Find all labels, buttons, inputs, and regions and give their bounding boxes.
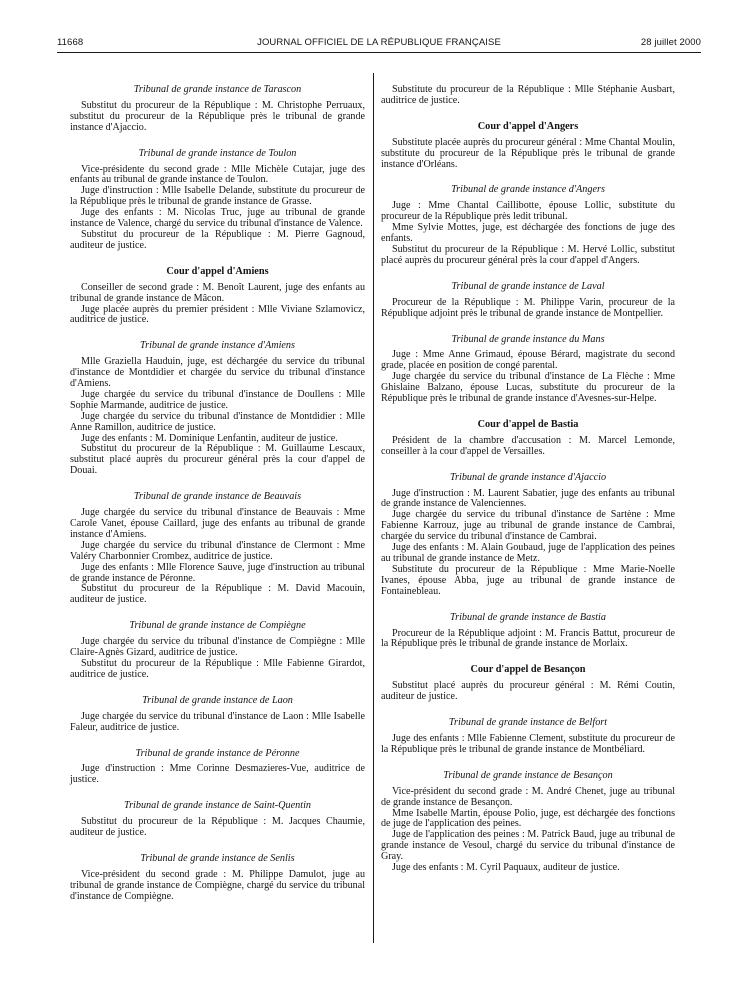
section [381,282,675,320]
paragraph: Juge des enfants : Mlle Florence Sauve, juge d'instruction au tribunal de grande instance de Péronne. [70,561,365,584]
paragraph: Juge chargée du service du tribunal d'instance de Doullens : Mlle Sophie Marmande, auditrice de justice. [70,388,365,411]
section-heading: Cour d'appel de Besançon [470,664,586,676]
paragraph: Juge chargée du service du tribunal d'instance de Laon : Mlle Isabelle Faleur, auditrice de justice. [70,710,365,733]
paragraph: Juge : Mme Chantal Caillibotte, épouse Lollic, substitute du procureur de la République près ledit tribunal. [381,200,675,223]
section [381,122,675,171]
publication-date: 28 juillet 2000 [640,37,701,48]
paragraph: Président de la chambre d'accusation : M. Marcel Lemonde, conseiller à la cour d'appel de Versailles. [381,434,675,457]
section [381,335,675,405]
paragraph: Substitut du procureur de la République : M. David Macouin, auditeur de justice. [70,583,365,606]
section-heading: Tribunal de grande instance de Péronne [135,747,300,759]
section [70,267,365,327]
section [381,771,675,874]
paragraph: Juge des enfants : M. Nicolas Truc, juge au tribunal de grande instance de Valence, chargé du service du tribunal d'instance de Valence. [70,207,365,230]
paragraph: Substitute du procureur de la République : Mme Marie-Noelle Ivanes, épouse Abba, juge au tribunal de grande instance de Fontainebleau. [381,563,675,597]
section [381,665,675,703]
paragraph: Substitut placé auprès du procureur général : M. Rémi Coutin, auditeur de justice. [381,680,675,703]
paragraph: Vice-président du second grade : M. André Chenet, juge au tribunal de grande instance de Besançon. [381,785,675,808]
section-heading: Tribunal de grande instance de Senlis [140,852,295,864]
paragraph: Juge chargée du service du tribunal d'instance de Clermont : Mme Valéry Charbonnier Crombez, auditrice de justice. [70,539,365,562]
section-heading: Tribunal de grande instance de Besançon [443,769,613,781]
paragraph: Procureur de la République adjoint : M. Francis Battut, procureur de la République près le tribunal de grande instance de Morlaix. [381,627,675,650]
section-heading: Tribunal de grande instance de Belfort [448,717,608,729]
section [381,473,675,598]
paragraph: Juge placée auprès du premier président : Mlle Viviane Szlamovicz, auditrice de justice. [70,303,365,326]
paragraph: Substitut du procureur de la République : M. Guillaume Lescaux, substitut placé auprès du procureur général près la cour d'appel de Douai. [70,443,365,477]
journal-title: JOURNAL OFFICIEL DE LA RÉPUBLIQUE FRANÇAISE [257,37,501,48]
section [70,492,365,606]
section [70,696,365,734]
paragraph: Juge des enfants : Mlle Fabienne Clement, substitute du procureur de la République près le tribunal de grande instance de Montbéliard. [381,732,675,755]
paragraph: Juge de l'application des peines : M. Patrick Baud, juge au tribunal de grande instance de Vesoul, chargé du service du tribunal d'instance de Gray. [381,829,675,863]
section-heading: Tribunal de grande instance d'Angers [451,184,605,196]
section [70,149,365,252]
paragraph: Juge des enfants : M. Cyril Paquaux, auditeur de justice. [392,862,620,874]
header-rule [57,52,701,53]
section-heading: Tribunal de grande instance de Compiègne [129,620,306,632]
section [70,749,365,787]
paragraph: Vice-présidente du second grade : Mlle Michèle Cutajar, juge des enfants au tribunal de grande instance de Toulon. [70,163,365,186]
left-column [70,85,365,918]
section [381,420,675,458]
section [70,341,365,477]
section-heading: Tribunal de grande instance de Laval [451,280,605,292]
section [381,85,675,107]
section-heading: Tribunal de grande instance d'Amiens [140,340,295,352]
section [70,854,365,903]
section [381,185,675,266]
paragraph: Substitut du procureur de la République : M. Jacques Chaumie, auditeur de justice. [70,816,365,839]
page-number: 11668 [57,37,84,48]
section [70,85,365,134]
paragraph: Juge d'instruction : Mme Corinne Desmazieres-Vue, auditrice de justice. [70,763,365,786]
section [381,613,675,651]
section-heading: Tribunal de grande instance de Beauvais [133,491,302,503]
column-divider [373,73,374,943]
paragraph: Juge : Mme Anne Grimaud, épouse Bérard, magistrate du second grade, placée en position de congé parental. [381,349,675,372]
paragraph: Mlle Graziella Hauduin, juge, est déchargée du service du tribunal d'instance de Montdidier et chargée du service du tribunal d'instance d'Amiens. [70,356,365,390]
paragraph: Juge d'instruction : M. Laurent Sabatier, juge des enfants au tribunal de grande instance de Valenciennes. [381,487,675,510]
section-heading: Tribunal de grande instance du Mans [451,333,605,345]
paragraph: Juge d'instruction : Mlle Isabelle Delande, substitute du procureur de la République près le tribunal de grande instance de Grasse. [70,185,365,208]
section [70,801,365,839]
section-heading: Cour d'appel d'Angers [477,120,579,132]
paragraph: Substitut du procureur de la République : M. Pierre Gagnoud, auditeur de justice. [70,228,365,251]
paragraph: Juge chargée du service du tribunal d'instance de Sartène : Mme Fabienne Karrouz, juge au tribunal de grande instance de Cambrai, chargée du service du tribunal d'instance de Cambrai. [381,509,675,543]
paragraph: Juge chargée du service du tribunal d'instance de La Flèche : Mme Ghislaine Balzano, épouse Lucas, substitute du procureur de la République près le tribunal de grande instance d'Avesnes-sur-Helpe. [381,371,675,405]
paragraph: Juge des enfants : M. Alain Goubaud, juge de l'application des peines au tribunal de grande instance de Metz. [381,542,675,564]
paragraph: Substitute du procureur de la République : Mlle Stéphanie Ausbart, auditrice de justice. [381,84,675,106]
paragraph: Mme Isabelle Martin, épouse Polio, juge, est déchargée des fonctions de juge de l'application des peines. [381,807,675,830]
paragraph: Juge chargée du service du tribunal d'instance de Montdidier : Mlle Anne Ramillon, auditrice de justice. [70,410,365,433]
paragraph: Substitute placée auprès du procureur général : Mme Chantal Moulin, substitute du procureur de la République près le tribunal de grande instance d'Orléans. [381,136,675,170]
section-heading: Tribunal de grande instance de Tarascon [133,84,302,95]
paragraph: Vice-président du second grade : M. Philippe Damulot, juge au tribunal de grande instance de Compiègne, chargé du service du tribunal d'instance de Compiègne. [70,868,365,902]
section-heading: Cour d'appel de Bastia [477,418,579,430]
paragraph: Substitut du procureur de la République : Mlle Fabienne Girardot, auditrice de justice. [70,657,365,680]
section [381,718,675,756]
section [70,621,365,681]
section-heading: Tribunal de grande instance de Laon [142,694,293,706]
paragraph: Juge des enfants : M. Dominique Lenfantin, auditeur de justice. [81,432,338,444]
paragraph: Juge chargée du service du tribunal d'instance de Compiègne : Mlle Claire-Agnès Gizard, auditrice de justice. [70,636,365,659]
section-heading: Cour d'appel d'Amiens [166,265,269,277]
section-heading: Tribunal de grande instance d'Ajaccio [449,471,607,483]
paragraph: Mme Sylvie Mottes, juge, est déchargée des fonctions de juge des enfants. [381,222,675,245]
section-heading: Tribunal de grande instance de Toulon [138,147,297,159]
paragraph: Substitut du procureur de la République : M. Christophe Perruaux, substitut du procureur de la République près le tribunal de grande instance d'Ajaccio. [70,99,365,133]
paragraph: Conseiller de second grade : M. Benoît Laurent, juge des enfants au tribunal de grande instance de Mâcon. [70,281,365,304]
page-header [57,36,701,50]
right-column [381,85,675,889]
paragraph: Substitut du procureur de la République : M. Hervé Lollic, substitut placé auprès du procureur général près la cour d'appel d'Angers. [381,243,675,266]
paragraph: Procureur de la République : M. Philippe Varin, procureur de la République adjoint près le tribunal de grande instance de Montpellier. [381,296,675,319]
paragraph: Juge chargée du service du tribunal d'instance de Beauvais : Mme Carole Vanet, épouse Caillard, juge des enfants au tribunal de grande instance d'Amiens. [70,507,365,540]
section-heading: Tribunal de grande instance de Saint-Quentin [123,800,312,812]
section-heading: Tribunal de grande instance de Bastia [450,611,606,623]
